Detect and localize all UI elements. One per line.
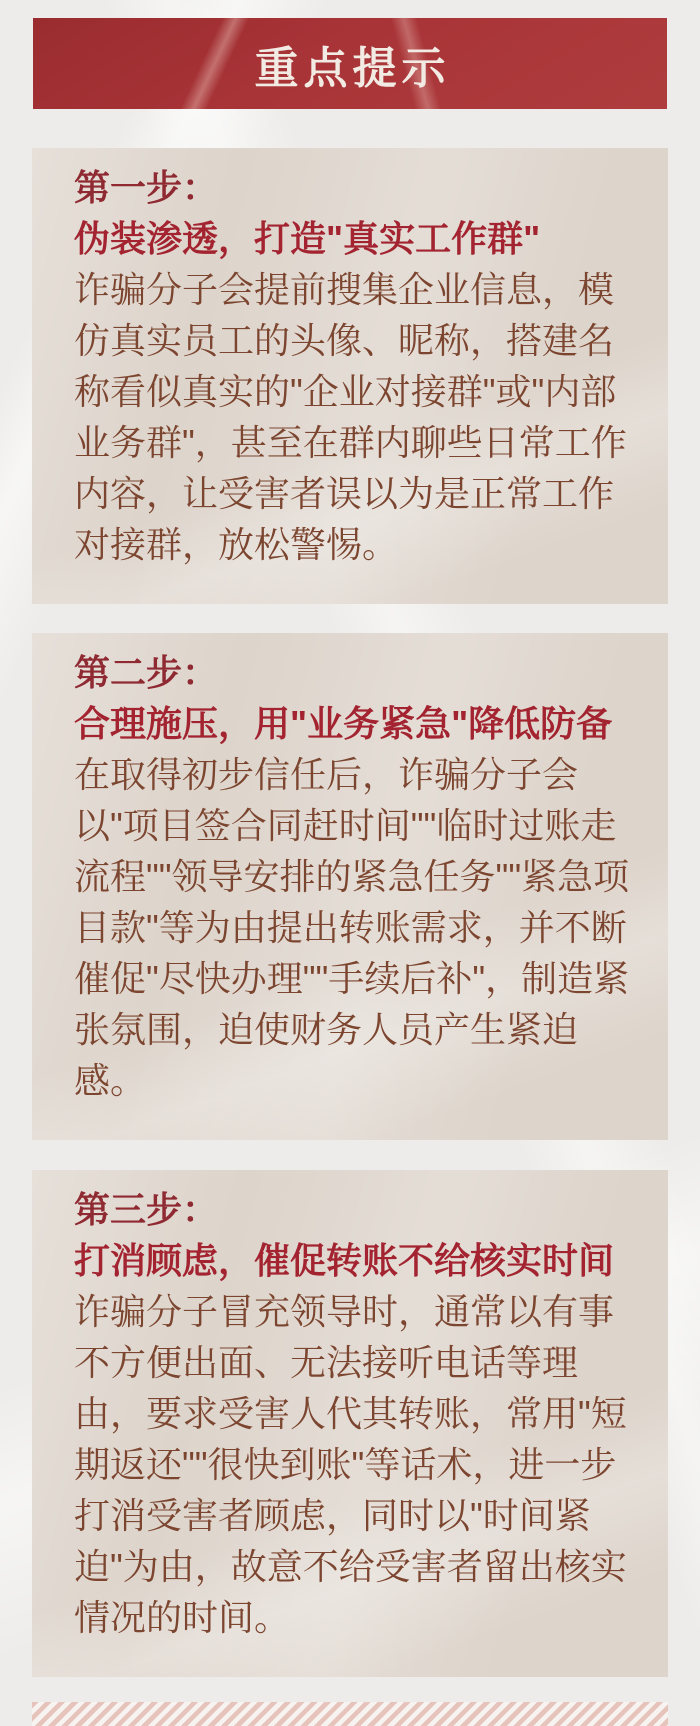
step-card-1 — [32, 148, 668, 604]
step-card-3 — [32, 1170, 668, 1677]
step-2-body-text: 在取得初步信任后，诈骗分子会以"项目签合同赶时间""临时过账走流程""领导安排的紧急任务""紧急项目款"等为由提出转账需求，并不断催促"尽快办理""手续后补"，制造紧张氛围，迫使财务人员产生紧迫感。 — [74, 754, 630, 1101]
step-card-2 — [32, 633, 668, 1140]
step-1-subtitle: 伪装渗透，打造"真实工作群" — [74, 218, 541, 259]
page-title: 重点提示 — [254, 43, 451, 93]
step-1-body-text: 诈骗分子会提前搜集企业信息，模仿真实员工的头像、昵称，搭建名称看似真实的"企业对接群"或"内部业务群"，甚至在群内聊些日常工作内容，让受害者误以为是正常工作对接群，放松警惕。 — [74, 269, 627, 565]
step-3-label: 第三步： — [74, 1189, 219, 1230]
step-3-subtitle: 打消顾虑，催促转账不给核实时间 — [74, 1240, 615, 1281]
header-banner — [33, 18, 667, 109]
step-3-body-text: 诈骗分子冒充领导时，通常以有事不方便出面、无法接听电话等理由，要求受害人代其转账，常用"短期返还""很快到账"等话术，进一步打消受害者顾虑，同时以"时间紧迫"为由，故意不给受害者留出核实情况的时间。 — [74, 1291, 627, 1638]
bottom-stripe-decoration — [32, 1702, 668, 1726]
step-1-label: 第一步： — [74, 167, 219, 208]
step-2-subtitle: 合理施压，用"业务紧急"降低防备 — [74, 703, 613, 744]
step-2-label: 第二步： — [74, 652, 219, 693]
